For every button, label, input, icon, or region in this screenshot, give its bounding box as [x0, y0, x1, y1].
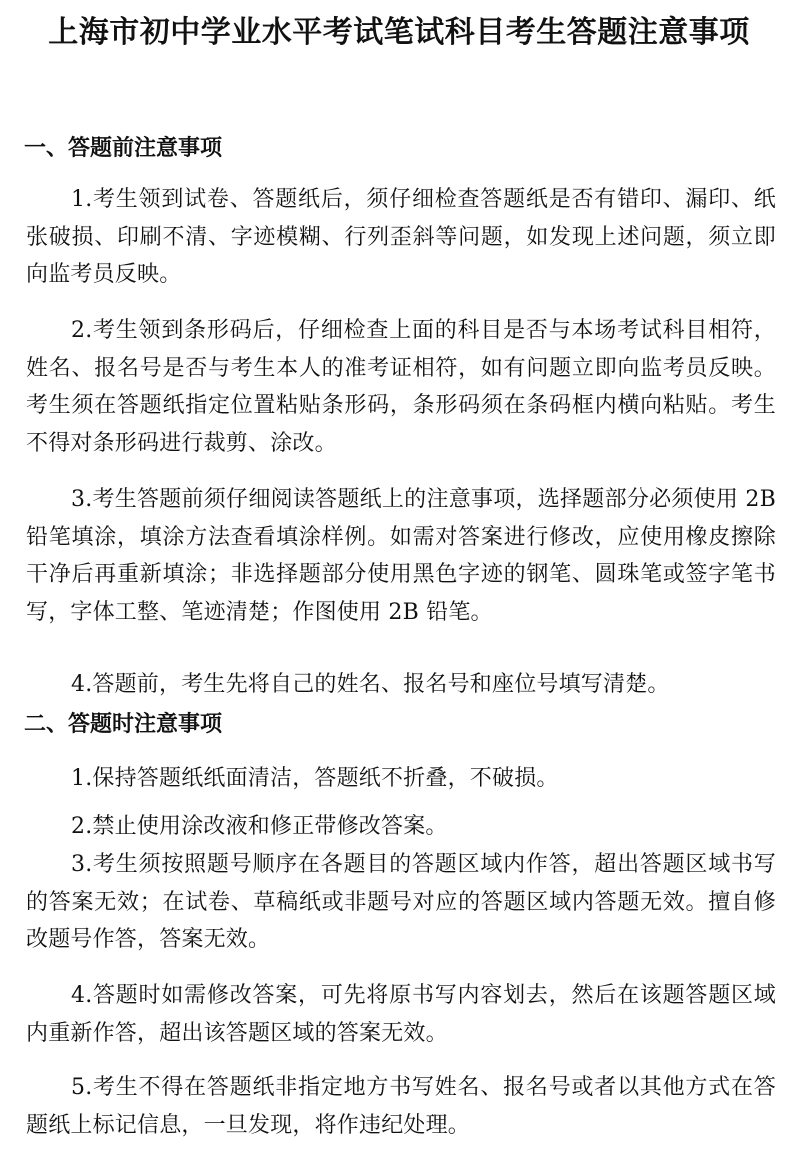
- page-title: 上海市初中学业水平考试笔试科目考生答题注意事项: [48, 15, 750, 50]
- list-item: 2.考生领到条形码后，仔细检查上面的科目是否与本场考试科目相符，姓名、报名号是否与考生本人的准考证相符，如有问题立即向监考员反映。考生须在答题纸指定位置粘贴条形码，条形码须在条码框内横向粘贴。考生不得对条形码进行裁剪、涂改。: [26, 318, 776, 456]
- list-item: 4.答题前，考生先将自己的姓名、报名号和座位号填写清楚。: [71, 672, 670, 697]
- list-item: 1.考生领到试卷、答题纸后，须仔细检查答题纸是否有错印、漏印、纸张破损、印刷不清、字迹模糊、行列歪斜等问题，如发现上述问题，须立即向监考员反映。: [26, 187, 776, 287]
- section-heading-while-answering: 二、答题时注意事项: [24, 712, 223, 737]
- list-item: 3.考生答题前须仔细阅读答题纸上的注意事项，选择题部分必须使用 2B 铅笔填涂，填涂方法查看填涂样例。如需对答案进行修改，应使用橡皮擦除干净后再重新填涂；非选择题部分使用黑色字迹的钢笔、圆珠笔或签字笔书写，字体工整、笔迹清楚；作图使用 2B 铅笔。: [26, 487, 776, 625]
- list-item: 1.保持答题纸纸面清洁，答题纸不折叠，不破损。: [71, 766, 559, 791]
- list-item: 4.答题时如需修改答案，可先将原书写内容划去，然后在该题答题区域内重新作答，超出该答题区域的答案无效。: [26, 983, 776, 1046]
- section-heading-before-answering: 一、答题前注意事项: [24, 136, 223, 161]
- list-item: 3.考生须按照题号顺序在各题目的答题区域内作答，超出答题区域书写的答案无效；在试卷、草稿纸或非题号对应的答题区域内答题无效。擅自修改题号作答，答案无效。: [26, 852, 776, 952]
- list-item: 2.禁止使用涂改液和修正带修改答案。: [71, 814, 448, 839]
- list-item: 5.考生不得在答题纸非指定地方书写姓名、报名号或者以其他方式在答题纸上标记信息，一旦发现，将作违纪处理。: [26, 1075, 776, 1138]
